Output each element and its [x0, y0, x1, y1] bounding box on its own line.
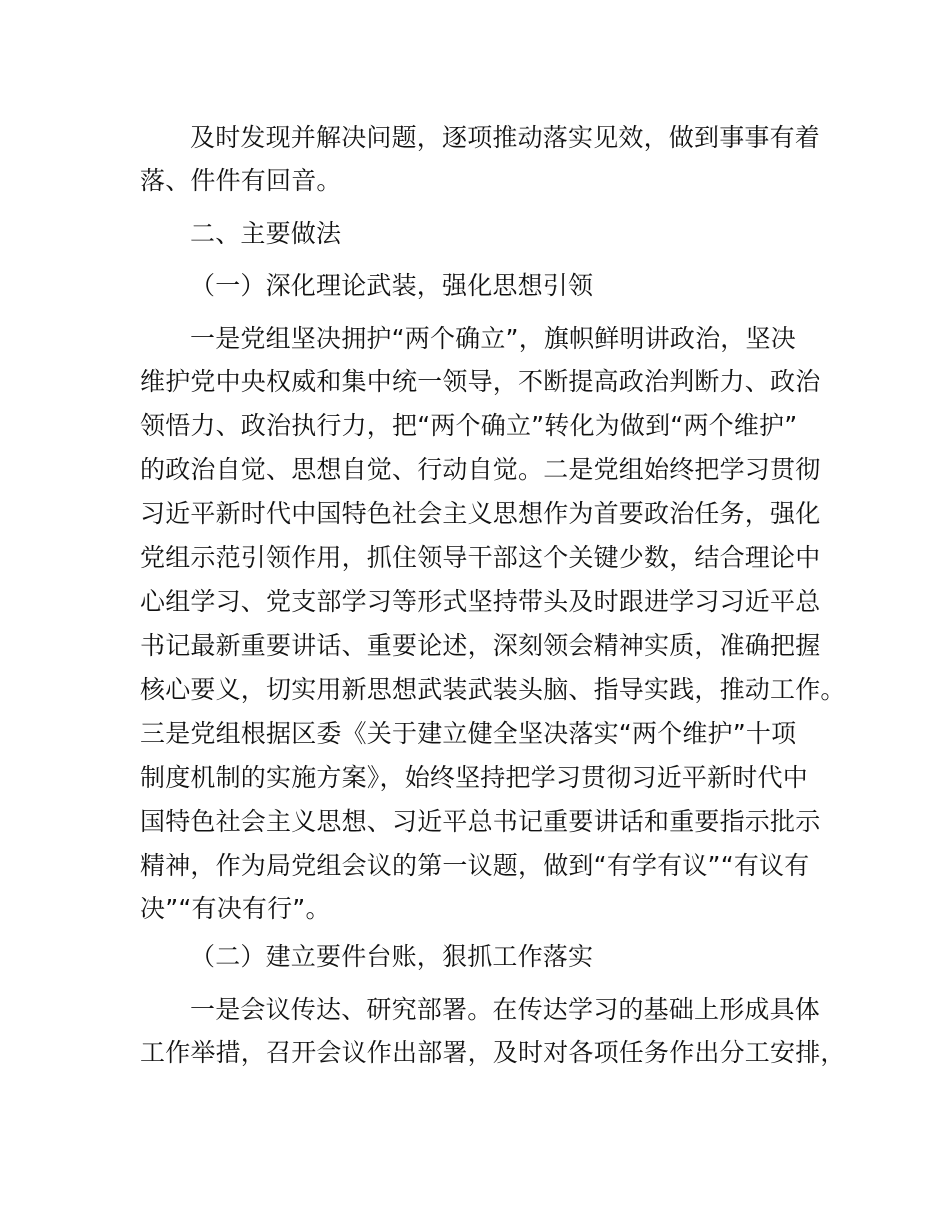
- body-text-line: 精神，作为局党组会议的第一议题，做到“有学有议”“有议有: [140, 851, 810, 880]
- body-text-line: 及时发现并解决问题，逐项推动落实见效，做到事事有着: [190, 123, 821, 152]
- body-text-line: 心组学习、党支部学习等形式坚持带头及时跟进学习习近平总: [140, 587, 821, 616]
- subsection-heading: （二）建立要件台账，狠抓工作落实: [190, 942, 594, 971]
- section-heading: 二、主要做法: [190, 219, 342, 248]
- body-text-line: 领悟力、政治执行力，把“两个确立”转化为做到“两个维护”: [140, 411, 798, 440]
- body-text-line: 维护党中央权威和集中统一领导，不断提高政治判断力、政治: [140, 367, 821, 396]
- body-text-line: 决”“有决有行”。: [140, 894, 331, 923]
- body-text-line: 书记最新重要讲话、重要论述，深刻领会精神实质，准确把握: [140, 631, 821, 660]
- body-text-line: 的政治自觉、思想自觉、行动自觉。二是党组始终把学习贯彻: [140, 455, 821, 484]
- body-text-line: 习近平新时代中国特色社会主义思想作为首要政治任务，强化: [140, 499, 821, 528]
- body-text-line: 核心要义，切实用新思想武装武装头脑、指导实践，推动工作。: [140, 675, 846, 704]
- subsection-heading: （一）深化理论武装，强化思想引领: [190, 271, 594, 300]
- body-text-line: 工作举措，召开会议作出部署，及时对各项任务作出分工安排，: [140, 1038, 846, 1067]
- body-text-line: 落、件件有回音。: [140, 166, 342, 195]
- body-text-line: 党组示范引领作用，抓住领导干部这个关键少数，结合理论中: [140, 543, 821, 572]
- body-text-line: 一是会议传达、研究部署。在传达学习的基础上形成具体: [190, 995, 821, 1024]
- body-text-line: 制度机制的实施方案》，始终坚持把学习贯彻习近平新时代中: [140, 763, 808, 792]
- body-text-line: 国特色社会主义思想、习近平总书记重要讲话和重要指示批示: [140, 807, 821, 836]
- body-text-line: 一是党组坚决拥护“两个确立”，旗帜鲜明讲政治，坚决: [190, 324, 796, 353]
- body-text-line: 三是党组根据区委《关于建立健全坚决落实“两个维护”十项: [140, 719, 797, 748]
